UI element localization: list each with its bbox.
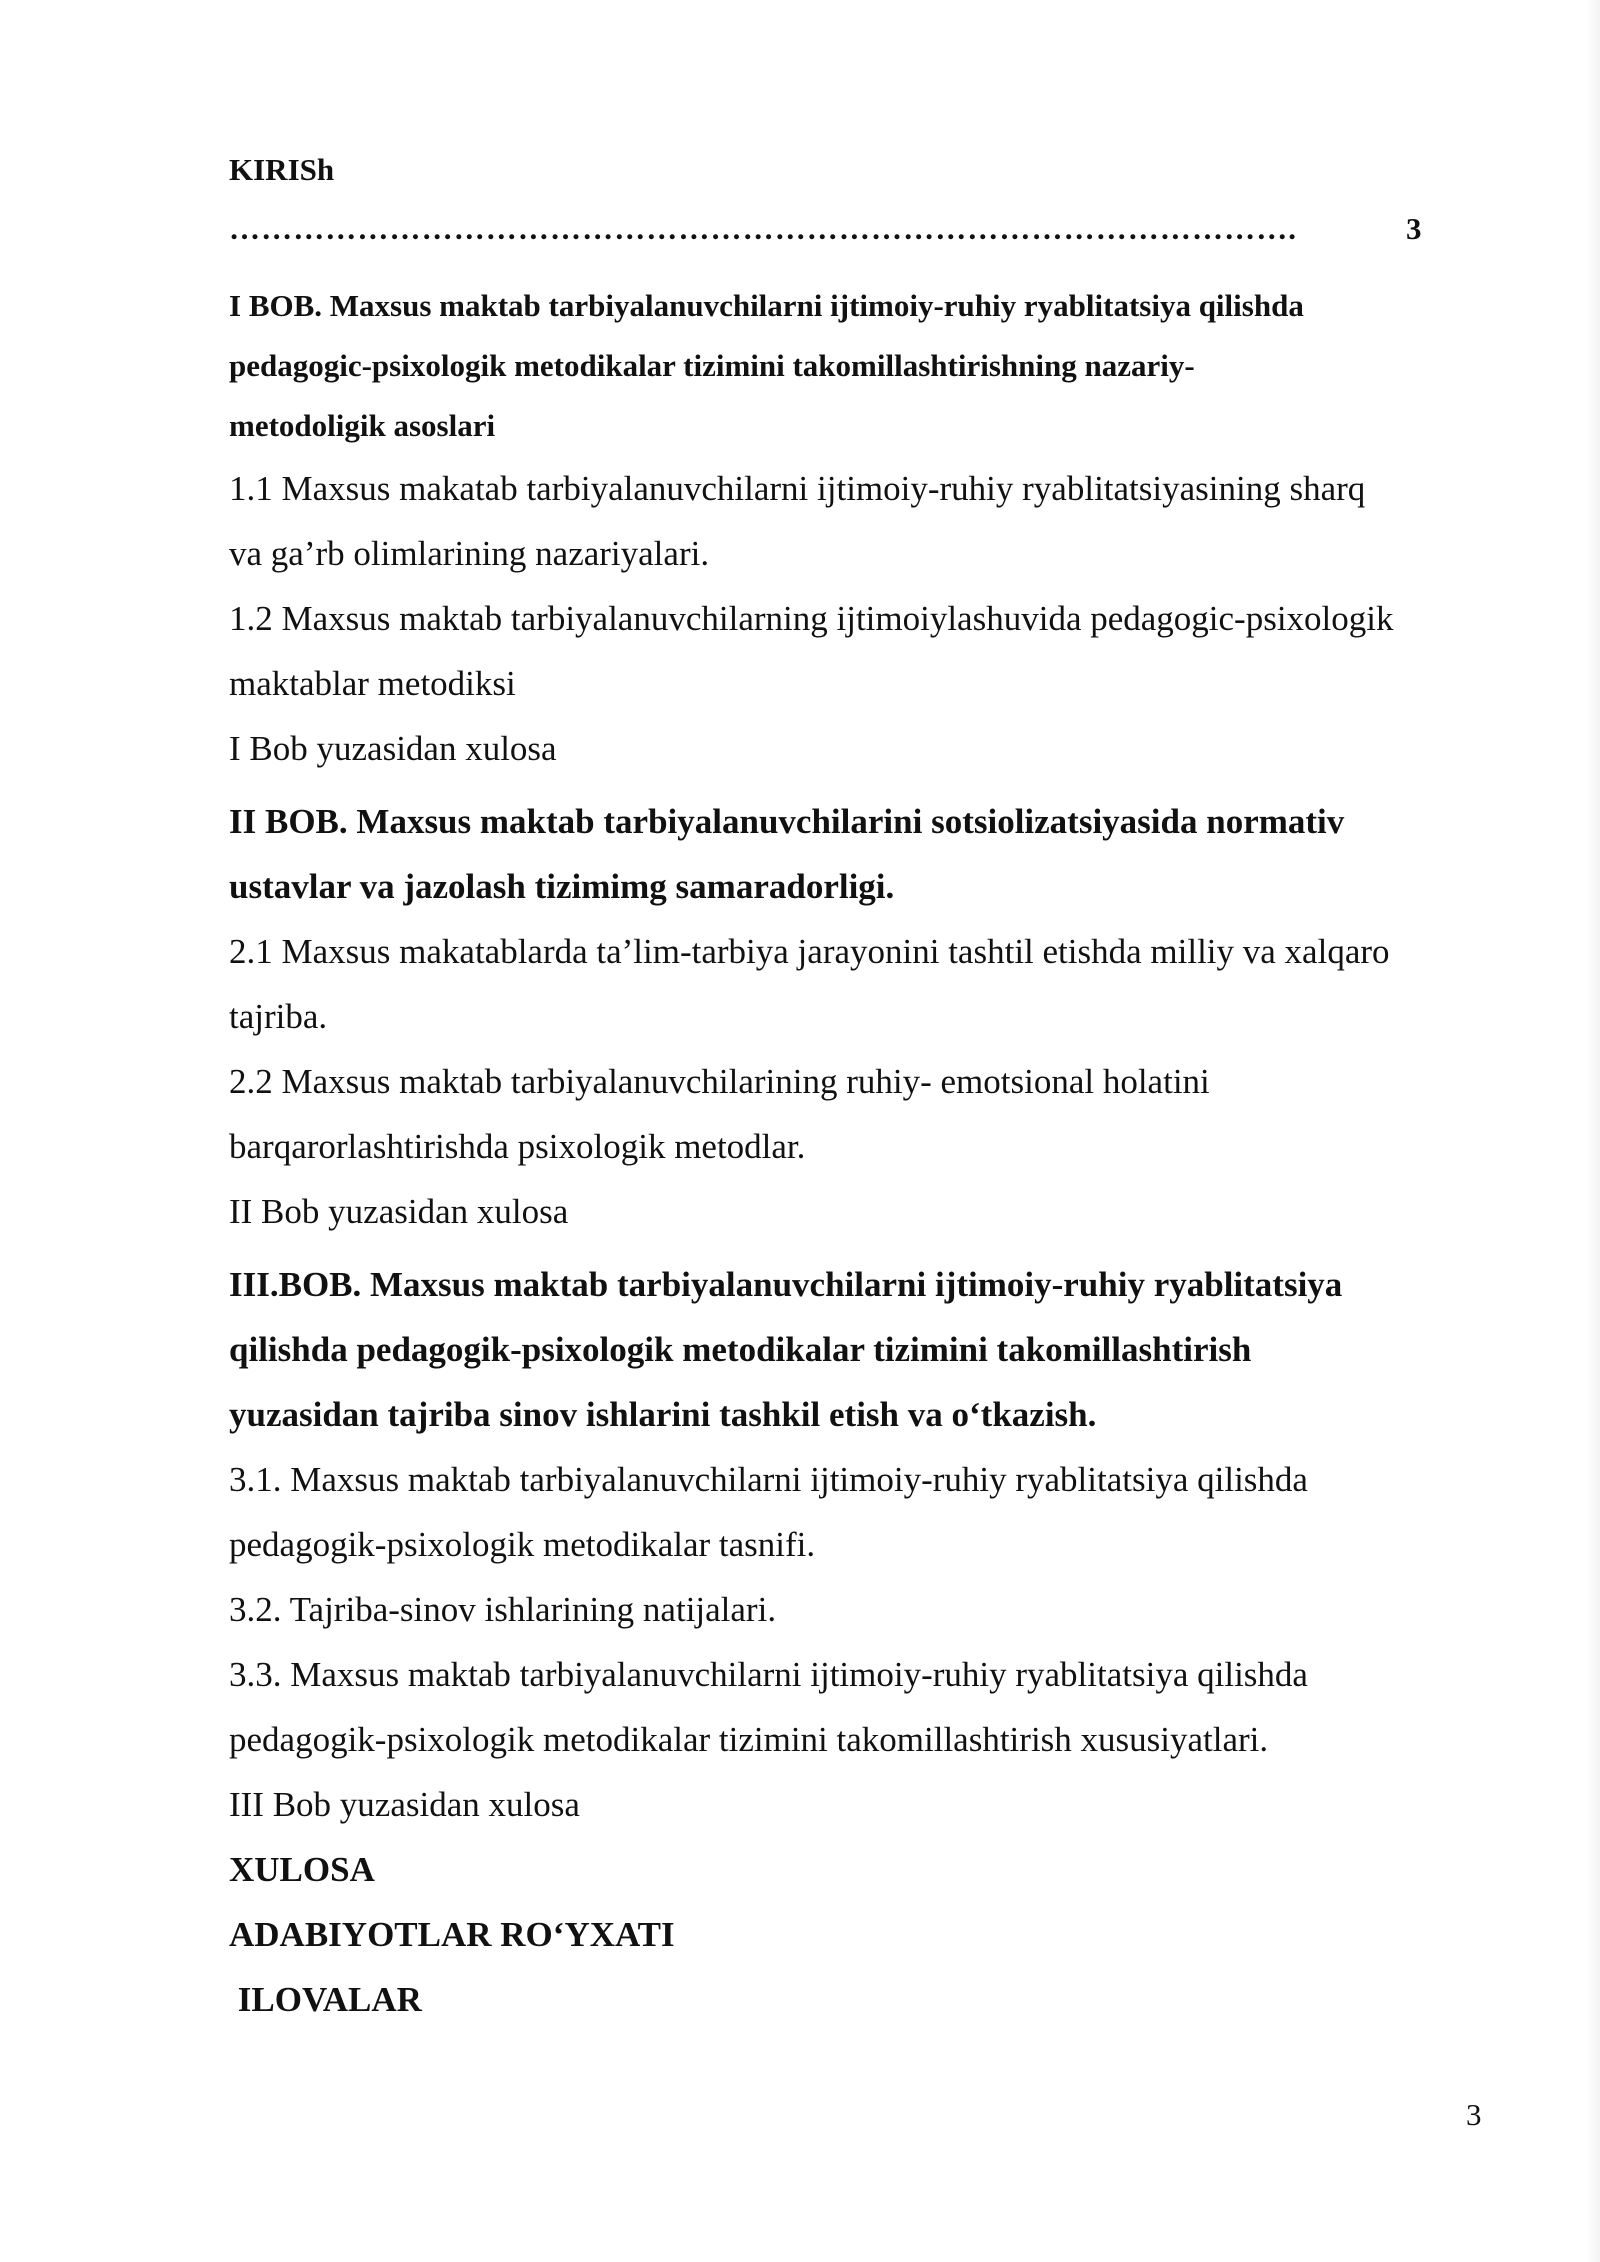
chapter-3-heading bbox=[229, 1252, 1489, 1447]
toc-appendices: ILOVALAR bbox=[229, 1980, 422, 2019]
toc-intro-page: 3 bbox=[1406, 211, 1422, 246]
toc-entry-line: pedagogik-psixologik metodikalar tizimini takomillashtirish xususiyatlari. bbox=[229, 1720, 1269, 1759]
toc-entry-line: 1.1 Maxsus makatab tarbiyalanuvchilarni ijtimoiy-ruhiy ryablitatsiyasining sharq bbox=[229, 469, 1366, 508]
page-number: 3 bbox=[1466, 2097, 1482, 2132]
toc-entry-line: 1.2 Maxsus maktab tarbiyalanuvchilarning ijtimoiylashuvida pedagogic-psixologik bbox=[229, 599, 1394, 638]
toc-entry-line: II Bob yuzasidan xulosa bbox=[229, 1192, 569, 1231]
chapter-heading-line: II BOB. Maxsus maktab tarbiyalanuvchilarini sotsiolizatsiyasida normativ bbox=[229, 802, 1345, 841]
toc-entry-line: tajriba. bbox=[229, 997, 328, 1036]
toc-intro-leader-row bbox=[229, 200, 1489, 258]
chapter-heading-line: qilishda pedagogik-psixologik metodikalar tizimini takomillashtirish bbox=[229, 1330, 1252, 1369]
toc-entry-line: 2.2 Maxsus maktab tarbiyalanuvchilarining ruhiy- emotsional holatini bbox=[229, 1062, 1210, 1101]
toc-entry-line: 2.1 Maxsus makatablarda ta’lim-tarbiya jarayonini tashtil etishda milliy va xalqaro bbox=[229, 932, 1390, 971]
toc-entry-line: 3.2. Tajriba-sinov ishlarining natijalari. bbox=[229, 1590, 777, 1629]
toc-intro-title: KIRISh bbox=[229, 152, 335, 187]
toc-entry-line: barqarorlashtirishda psixologik metodlar. bbox=[229, 1127, 806, 1166]
chapter-heading-line: I BOB. Maxsus maktab tarbiyalanuvchilarni ijtimoiy-ruhiy ryablitatsiya qilishda bbox=[229, 288, 1304, 323]
chapter-heading-line: III.BOB. Maxsus maktab tarbiyalanuvchilarni ijtimoiy-ruhiy ryablitatsiya bbox=[229, 1265, 1343, 1304]
toc-leader-dots: ………………………………………………………………………………………. bbox=[229, 211, 1298, 246]
toc-conclusion: XULOSA bbox=[229, 1850, 375, 1889]
toc-references: ADABIYOTLAR RO‘YXATI bbox=[229, 1915, 675, 1954]
toc-entry-line: va ga’rb olimlarining nazariyalari. bbox=[229, 534, 710, 573]
chapter-2-sections bbox=[229, 919, 1489, 1244]
toc-entry-line: III Bob yuzasidan xulosa bbox=[229, 1785, 580, 1824]
page-edge-shadow bbox=[1586, 0, 1600, 2262]
toc-entry-line: 3.3. Maxsus maktab tarbiyalanuvchilarni ijtimoiy-ruhiy ryablitatsiya qilishda bbox=[229, 1655, 1308, 1694]
chapter-3-sections bbox=[229, 1447, 1489, 1837]
chapter-1-heading bbox=[229, 276, 1489, 456]
chapter-heading-line: metodoligik asoslari bbox=[229, 408, 496, 443]
toc-entry-line: maktablar metodiksi bbox=[229, 664, 516, 703]
chapter-heading-line: pedagogic-psixologik metodikalar tizimini takomillashtirishning nazariy- bbox=[229, 348, 1195, 383]
toc-entry-line: I Bob yuzasidan xulosa bbox=[229, 729, 557, 768]
chapter-2-heading bbox=[229, 789, 1489, 919]
chapter-1-sections bbox=[229, 456, 1489, 781]
toc-entry-line: 3.1. Maxsus maktab tarbiyalanuvchilarni ijtimoiy-ruhiy ryablitatsiya qilishda bbox=[229, 1460, 1308, 1499]
chapter-heading-line: ustavlar va jazolash tizimimg samaradorligi. bbox=[229, 867, 895, 906]
chapter-heading-line: yuzasidan tajriba sinov ishlarini tashkil etish va o‘tkazish. bbox=[229, 1395, 1097, 1434]
table-of-contents bbox=[229, 140, 1489, 2032]
toc-entry-line: pedagogik-psixologik metodikalar tasnifi. bbox=[229, 1525, 816, 1564]
